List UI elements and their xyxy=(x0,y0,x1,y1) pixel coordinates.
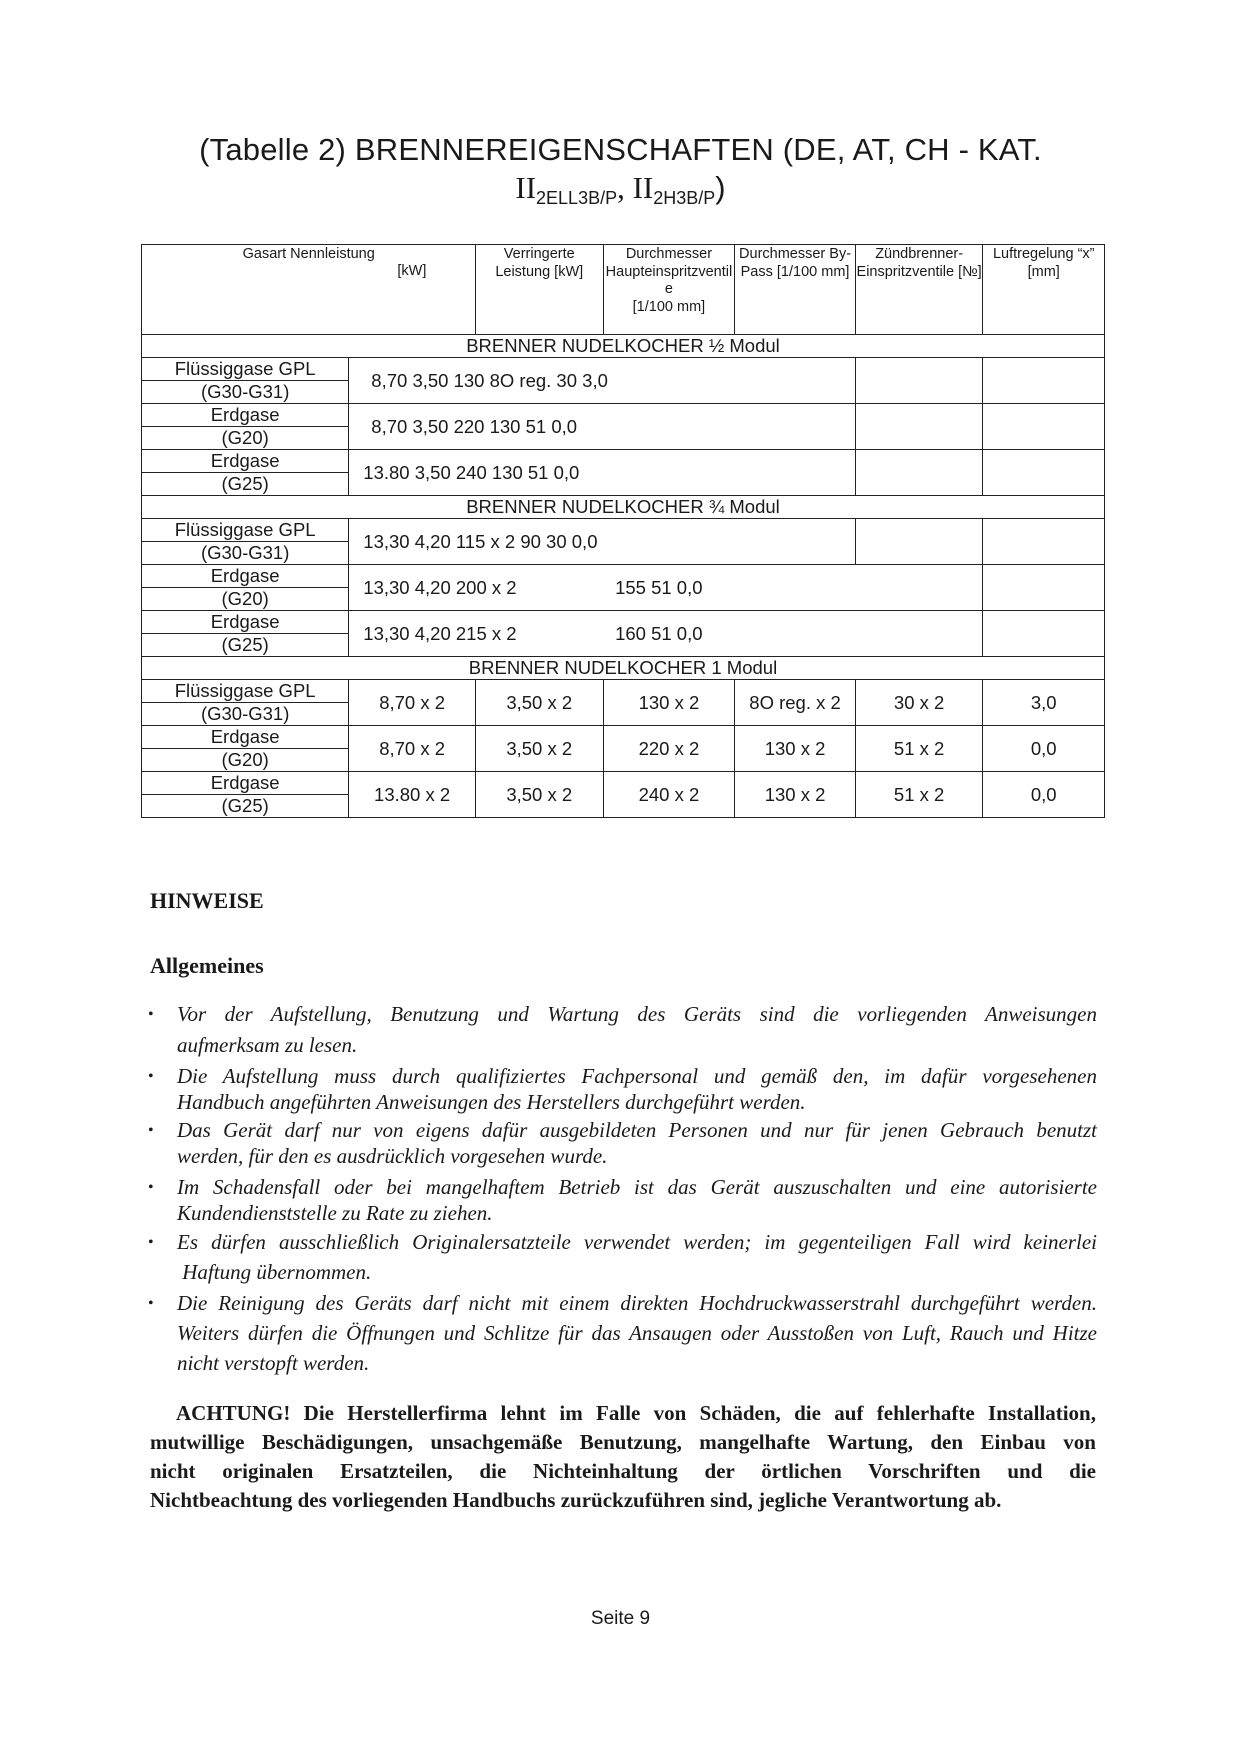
header-air-regulation: Luftregelung “x” [mm] xyxy=(983,245,1105,335)
warning-line: ACHTUNG! Die Herstellerfirma lehnt im Falle von Schäden, die auf fehlerhafte Installation, xyxy=(176,1401,1096,1425)
gas-code: (G30-G31) xyxy=(142,542,349,565)
notes-heading: HINWEISE xyxy=(150,888,264,913)
header-pilot-injectors: Zündbrenner-Einspritzventile [№] xyxy=(855,245,983,335)
table-row xyxy=(142,519,1105,542)
bullet-item-cont: Kundendienststelle zu Rate zu ziehen. xyxy=(177,1201,493,1225)
header-gasart: Gasart Nennleistung xyxy=(142,245,349,335)
gas-code: (G20) xyxy=(142,588,349,611)
bullet-item: Die Reinigung des Geräts darf nicht mit einem direkten Hochdruckwasserstrahl durchgeführt werden. xyxy=(177,1291,1097,1315)
cell-power: 13.80 x 2 xyxy=(349,772,476,818)
header-bypass: Durchmesser By-Pass [1/100 mm] xyxy=(735,245,856,335)
cell-bypass: 130 x 2 xyxy=(735,772,856,818)
row-values: 13,30 4,20 115 x 2 90 30 0,0 xyxy=(349,519,735,565)
table-row xyxy=(142,611,1105,634)
bullet-item-cont: aufmerksam zu lesen. xyxy=(177,1033,358,1057)
notes-subheading: Allgemeines xyxy=(150,953,264,978)
gas-code: (G20) xyxy=(142,749,349,772)
cell-reduced: 3,50 x 2 xyxy=(475,680,603,726)
page-title: (Tabelle 2) BRENNEREIGENSCHAFTEN (DE, AT, CH - KAT. xyxy=(199,132,1042,167)
bullet-icon: • xyxy=(148,1122,154,1139)
bullet-icon: • xyxy=(148,1179,154,1196)
cell-reduced: 3,50 x 2 xyxy=(475,726,603,772)
page-number: Seite 9 xyxy=(590,1608,651,1629)
cell-main-injector: 130 x 2 xyxy=(603,680,735,726)
page-title-category: II2ELL3B/P, II2H3B/P) xyxy=(515,170,726,208)
table-header-row xyxy=(142,245,1105,335)
table-row xyxy=(142,680,1105,703)
row-values: 8,70 3,50 220 130 51 0,0 xyxy=(349,404,735,450)
row-values: 13,30 4,20 215 x 2 xyxy=(349,611,603,657)
table-row xyxy=(142,772,1105,795)
gas-type: Erdgase xyxy=(142,565,349,588)
row-values: 13,30 4,20 200 x 2 xyxy=(349,565,603,611)
row-values-b: 160 51 0,0 xyxy=(603,611,855,657)
cell-air: 0,0 xyxy=(983,772,1105,818)
section-label: BRENNER NUDELKOCHER 1 Modul xyxy=(142,657,1105,680)
header-main-injector: Durchmesser Haupteinspritzventil e [1/100 mm] xyxy=(603,245,735,335)
row-values: 13.80 3,50 240 130 51 0,0 xyxy=(349,450,735,496)
burner-table xyxy=(141,244,1105,818)
section-label: BRENNER NUDELKOCHER ½ Modul xyxy=(142,335,1105,358)
table-row xyxy=(142,404,1105,427)
section-label-row xyxy=(142,657,1105,680)
bullet-item: Im Schadensfall oder bei mangelhaftem Betrieb ist das Gerät auszuschalten und eine autorisierte xyxy=(177,1175,1097,1199)
category-2: II2H3B/P xyxy=(632,170,716,208)
header-reduced-power: Verringerte Leistung [kW] xyxy=(475,245,603,335)
gas-code: (G30-G31) xyxy=(142,381,349,404)
bullet-icon: • xyxy=(148,1006,154,1023)
cell-power: 8,70 x 2 xyxy=(349,680,476,726)
bullet-icon: • xyxy=(148,1068,154,1085)
gas-type: Erdgase xyxy=(142,726,349,749)
category-1: II2ELL3B/P xyxy=(515,170,618,208)
section-label-row xyxy=(142,335,1105,358)
table-row xyxy=(142,358,1105,381)
warning-line: Nichtbeachtung des vorliegenden Handbuchs zurückzuführen sind, jegliche Verantwortung ab. xyxy=(150,1488,1002,1512)
cell-bypass: 130 x 2 xyxy=(735,726,856,772)
cell-pilot: 51 x 2 xyxy=(855,726,983,772)
section-label-row xyxy=(142,496,1105,519)
cell-air: 3,0 xyxy=(983,680,1105,726)
cell-pilot: 30 x 2 xyxy=(855,680,983,726)
bullet-icon: • xyxy=(148,1234,154,1251)
bullet-item-cont: nicht verstopft werden. xyxy=(177,1351,370,1375)
table-row xyxy=(142,450,1105,473)
cell-bypass: 8O reg. x 2 xyxy=(735,680,856,726)
warning-line: mutwillige Beschädigungen, unsachgemäße Benutzung, mangelhafte Wartung, den Einbau von xyxy=(150,1430,1096,1454)
bullet-item-cont: Weiters dürfen die Öffnungen und Schlitze für das Ansaugen oder Ausstoßen von Luft, Rauch und Hitze xyxy=(177,1321,1097,1345)
gas-code: (G25) xyxy=(142,634,349,657)
cell-reduced: 3,50 x 2 xyxy=(475,772,603,818)
row-values: 8,70 3,50 130 8O reg. 30 3,0 xyxy=(349,358,735,404)
table-row xyxy=(142,726,1105,749)
gas-code: (G30-G31) xyxy=(142,703,349,726)
bullet-item-cont: Haftung übernommen. xyxy=(177,1260,372,1284)
gas-type: Flüssiggase GPL xyxy=(142,680,349,703)
table-row xyxy=(142,565,1105,588)
cell-air: 0,0 xyxy=(983,726,1105,772)
row-values-b: 155 51 0,0 xyxy=(603,565,855,611)
cell-main-injector: 240 x 2 xyxy=(603,772,735,818)
gas-type: Erdgase xyxy=(142,611,349,634)
gas-type: Flüssiggase GPL xyxy=(142,519,349,542)
cell-power: 8,70 x 2 xyxy=(349,726,476,772)
gas-type: Erdgase xyxy=(142,772,349,795)
bullet-item-cont: werden, für den es ausdrücklich vorgesehen wurde. xyxy=(177,1144,608,1168)
gas-type: Flüssiggase GPL xyxy=(142,358,349,381)
warning-paragraph xyxy=(150,1399,1096,1515)
header-kw: [kW] xyxy=(349,245,476,335)
cell-main-injector: 220 x 2 xyxy=(603,726,735,772)
bullet-item: Es dürfen ausschließlich Originalersatzteile verwendet werden; im gegenteiligen Fall wird keinerlei xyxy=(177,1230,1097,1254)
bullet-icon: • xyxy=(148,1295,154,1312)
bullet-item: Das Gerät darf nur von eigens dafür ausgebildeten Personen und nur für jenen Gebrauch benutzt xyxy=(177,1118,1097,1142)
bullet-item: Die Aufstellung muss durch qualifiziertes Fachpersonal und gemäß den, im dafür vorgesehenen xyxy=(177,1064,1097,1088)
section-label: BRENNER NUDELKOCHER ¾ Modul xyxy=(142,496,1105,519)
warning-line: nicht originalen Ersatzteilen, die Nichteinhaltung der örtlichen Vorschriften und die xyxy=(150,1459,1096,1483)
gas-code: (G25) xyxy=(142,795,349,818)
bullet-item-cont: Handbuch angeführten Anweisungen des Herstellers durchgeführt werden. xyxy=(177,1090,806,1114)
cell-pilot: 51 x 2 xyxy=(855,772,983,818)
gas-type: Erdgase xyxy=(142,404,349,427)
gas-type: Erdgase xyxy=(142,450,349,473)
bullet-item: Vor der Aufstellung, Benutzung und Wartung des Geräts sind die vorliegenden Anweisungen xyxy=(177,1002,1097,1026)
gas-code: (G20) xyxy=(142,427,349,450)
gas-code: (G25) xyxy=(142,473,349,496)
